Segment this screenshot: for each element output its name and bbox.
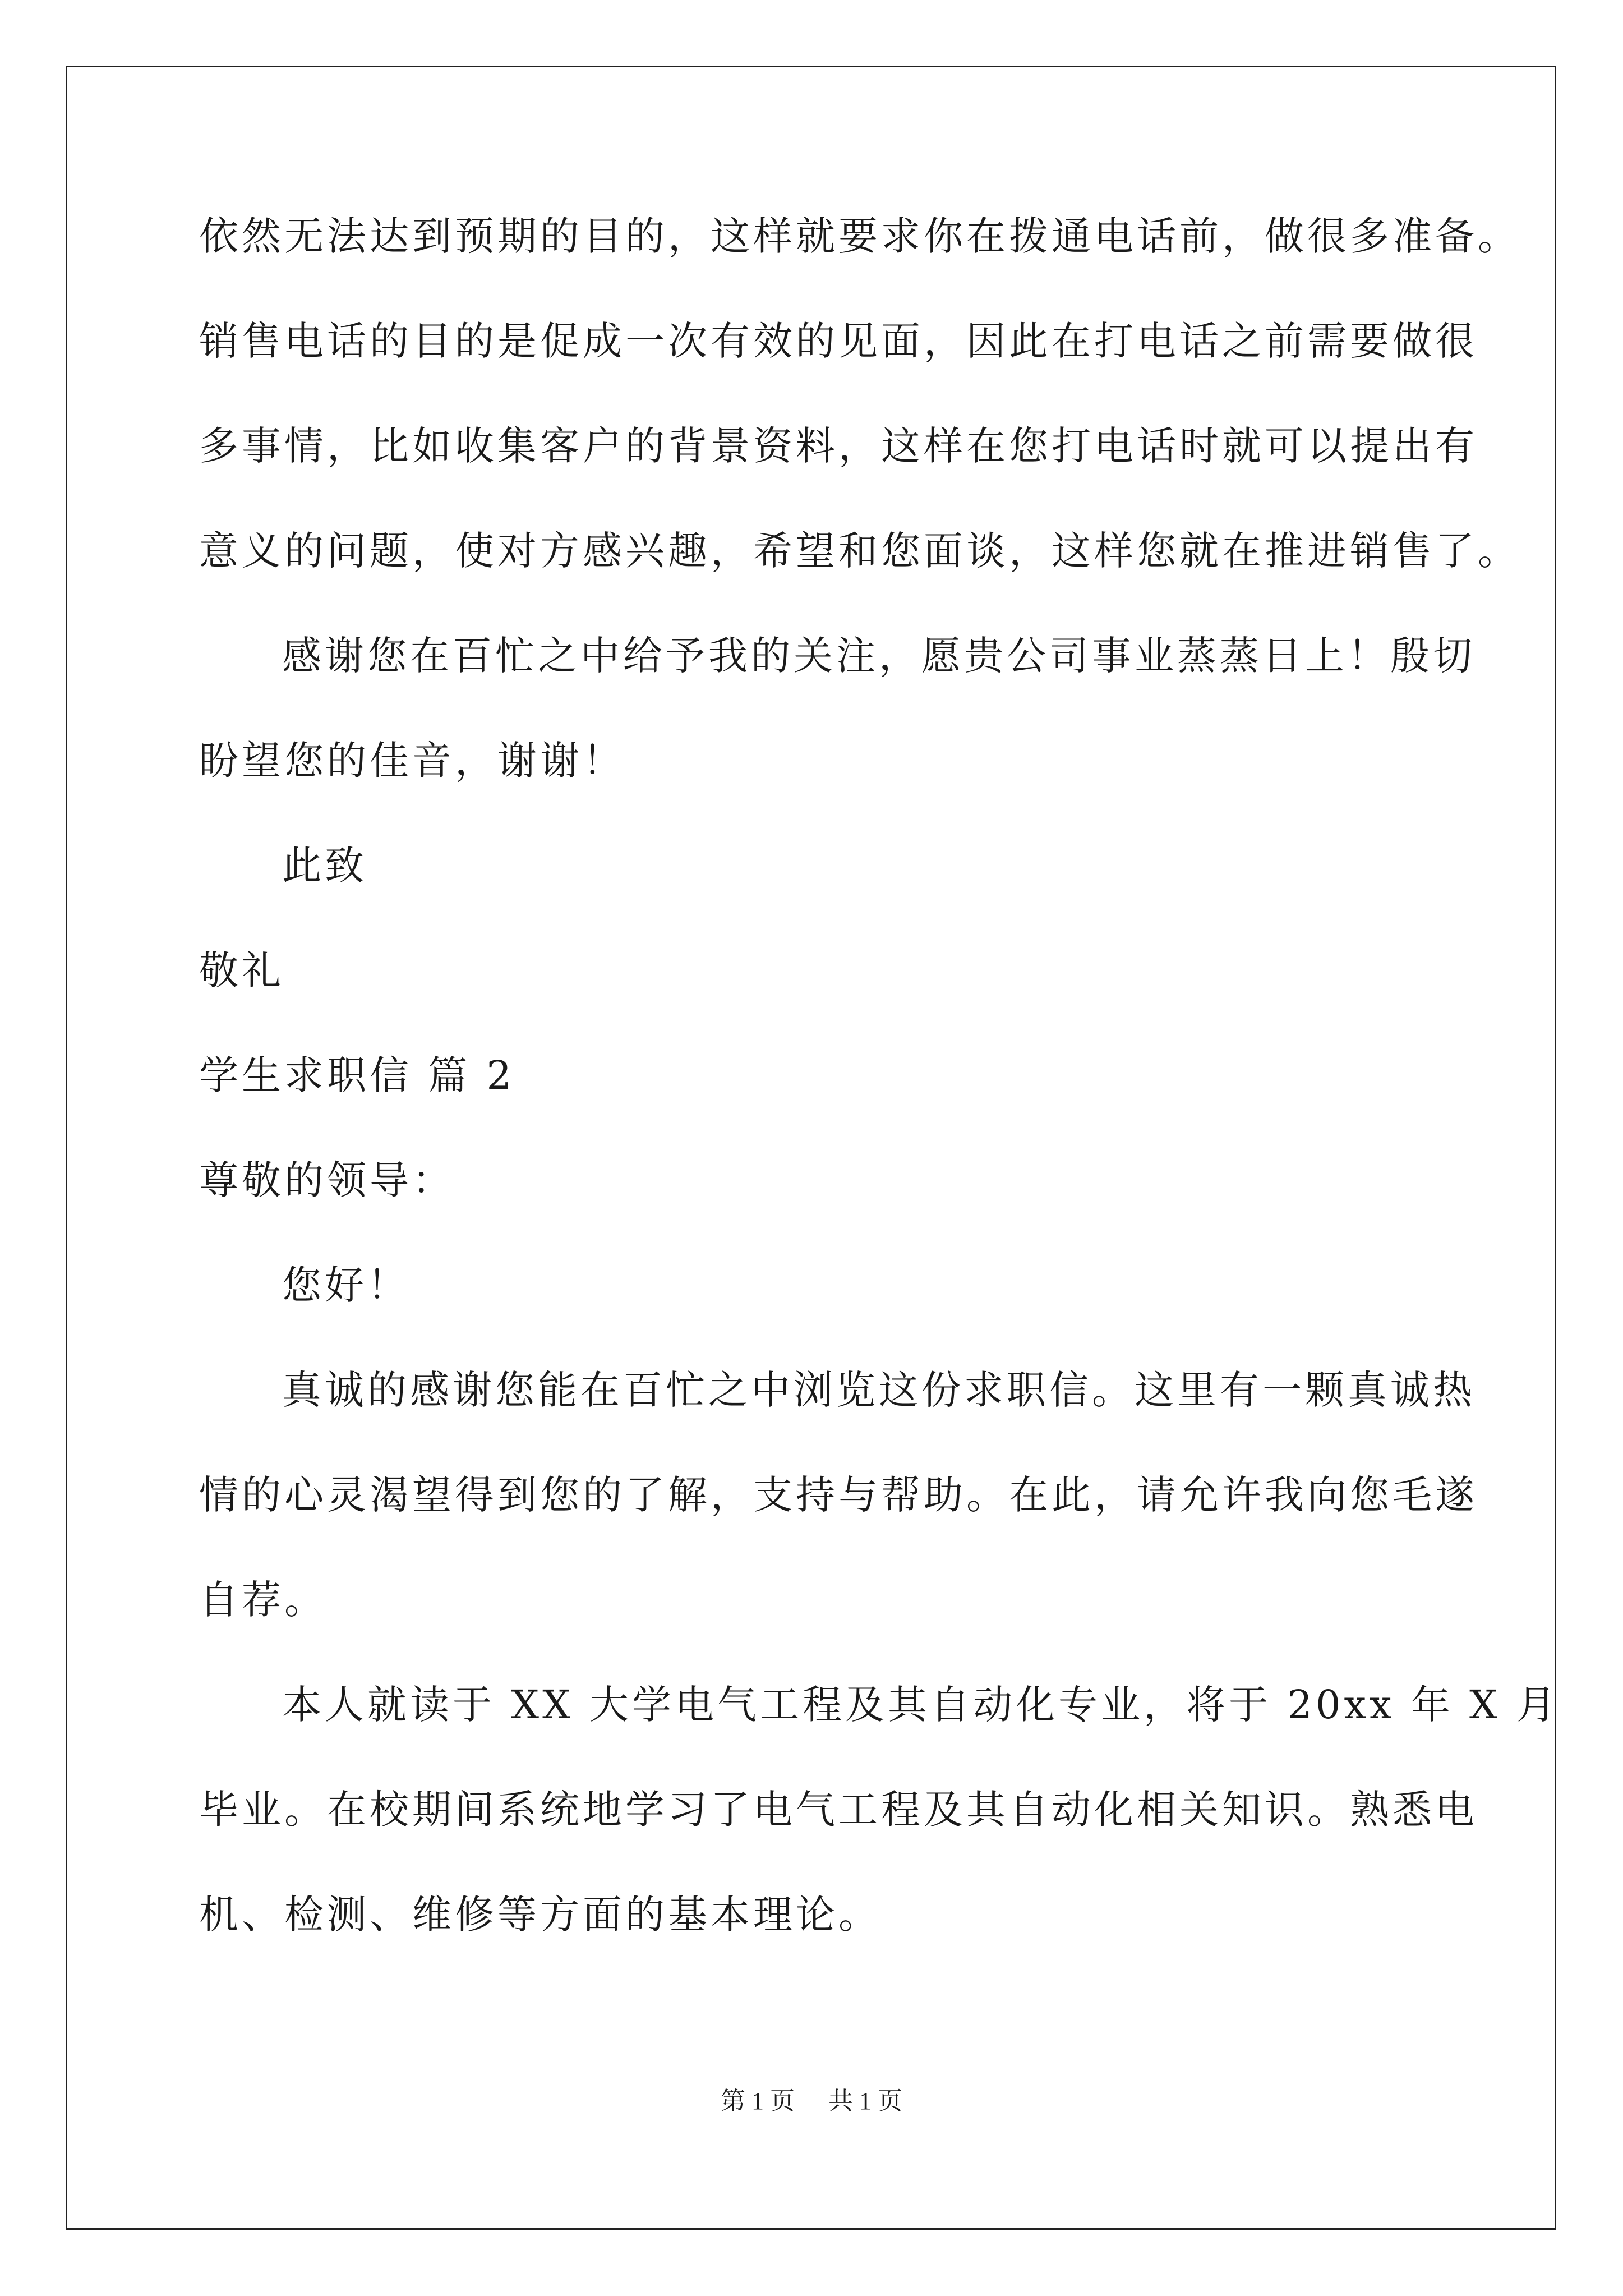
page-number: 第 1 页 bbox=[721, 2087, 795, 2115]
paragraph-line: 机、检测、维修等方面的基本理论。 bbox=[199, 1892, 881, 1938]
paragraph-line: 情的心灵渴望得到您的了解，支持与帮助。在此，请允许我向您毛遂 bbox=[199, 1472, 1478, 1518]
paragraph-line: 多事情，比如收集客户的背景资料，这样在您打电话时就可以提出有 bbox=[199, 423, 1478, 469]
paragraph-line: 本人就读于 XX 大学电气工程及其自动化专业，将于 20xx 年 X 月 bbox=[282, 1682, 1560, 1728]
paragraph-line: 自荐。 bbox=[199, 1577, 327, 1623]
paragraph-line: 盼望您的佳音，谢谢！ bbox=[199, 738, 625, 784]
page-total: 共 1 页 bbox=[828, 2087, 902, 2115]
paragraph-line: 依然无法达到预期的目的，这样就要求你在拨通电话前，做很多准备。 bbox=[199, 213, 1520, 259]
closing-salutation: 此致 bbox=[282, 843, 367, 889]
letter-hello: 您好！ bbox=[282, 1262, 410, 1308]
closing-regards: 敬礼 bbox=[199, 947, 284, 993]
paragraph-line: 毕业。在校期间系统地学习了电气工程及其自动化相关知识。熟悉电 bbox=[199, 1787, 1478, 1833]
section-heading: 学生求职信 篇 2 bbox=[199, 1052, 515, 1098]
letter-greeting: 尊敬的领导： bbox=[199, 1157, 455, 1203]
paragraph-line: 真诚的感谢您能在百忙之中浏览这份求职信。这里有一颗真诚热 bbox=[282, 1367, 1476, 1413]
page-footer bbox=[0, 2086, 1623, 2117]
paragraph-line: 销售电话的目的是促成一次有效的见面，因此在打电话之前需要做很 bbox=[199, 318, 1478, 364]
paragraph-line: 感谢您在百忙之中给予我的关注，愿贵公司事业蒸蒸日上！殷切 bbox=[282, 633, 1476, 679]
paragraph-line: 意义的问题，使对方感兴趣，希望和您面谈，这样您就在推进销售了。 bbox=[199, 528, 1520, 574]
